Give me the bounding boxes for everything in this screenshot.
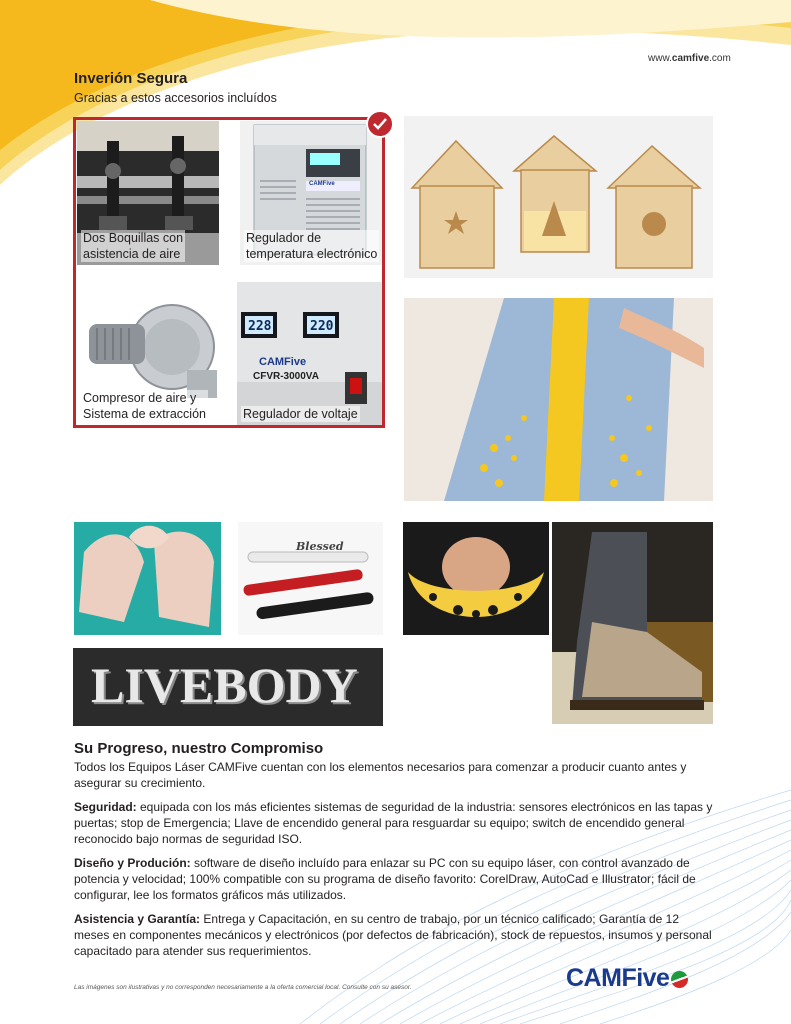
accessory-voltage-regulator — [237, 282, 382, 425]
camfive-logo[interactable]: CAMFive — [566, 964, 688, 993]
section-title: Inverión Segura — [74, 70, 188, 87]
check-icon — [366, 110, 394, 138]
commitment-security: Seguridad: equipada con los más eficientes sistemas de seguridad de la industria: sensores electrónicos en las tapas y puertas; stop de Emergencia; Llave de encendido general para resguardar su equipo; switch de encendido general reconocido bajo normas de seguridad ISO. — [74, 800, 713, 846]
regulator-photo — [237, 282, 382, 425]
bracelets-photo — [238, 522, 383, 635]
website-url[interactable]: www.camfive.com — [648, 53, 731, 64]
disclaimer: Las imágenes son ilustrativas y no corresponden necesariamente a la oferta comercial local. Consulte con su asesor. — [74, 984, 412, 991]
necklace-photo — [403, 522, 549, 635]
dress-photo — [404, 298, 713, 501]
commitment-warranty: Asistencia y Garantía: Entrega y Capacitación, en su centro de trabajo, por un técnico calificado; Garantía de 12 meses en componentes mecánicos y electrónicos (por defectos de fabricación), stock de repuestos, insumos y personal capacitado para atender sus requerimientos. — [74, 912, 712, 958]
wooden-houses-photo — [404, 116, 713, 278]
commitment-title: Su Progreso, nuestro Compromiso — [74, 740, 324, 757]
display-right: 220 — [310, 319, 334, 334]
sign-text: LIVEBODY — [91, 657, 358, 713]
commitment-design: Diseño y Produción: software de diseño incluído para enlazar su PC con su equipo láser, con control avanzado de potencia y velocidad; 100% compatible con su programa de diseño favorito: CorelDraw, AutoCad e Illustrator; fácil de configurar, lee los formatos gráficos más utilizados. — [74, 856, 696, 902]
regulator-model: CFVR-3000VA — [253, 371, 319, 382]
regulator-brand: CAMFive — [259, 356, 307, 368]
accessory-label: Dos Boquillas con asistencia de aire — [83, 231, 184, 261]
accessory-label: Regulador de voltaje — [243, 407, 358, 421]
commitment-intro: Todos los Equipos Láser CAMFive cuentan con los elementos necesarios para comenzar a producir cuanto antes y asegurar su crecimiento. — [74, 760, 687, 790]
globe-icon — [671, 971, 688, 988]
accessory-label: Compresor de aire y Sistema de extracción — [83, 391, 206, 421]
sign-photo — [73, 648, 383, 726]
accessory-label: Regulador de temperatura electrónico — [246, 231, 378, 261]
section-subtitle: Gracias a estos accesorios incluídos — [74, 91, 277, 105]
display-left: 228 — [248, 319, 272, 334]
chiller-brand: CAMFive — [309, 181, 335, 187]
accessory-compressor — [77, 282, 219, 425]
boot-photo — [552, 522, 713, 724]
shoe-parts-photo — [74, 522, 221, 635]
accessory-chiller — [240, 121, 382, 265]
accessory-nozzles — [77, 121, 219, 265]
bracelet-text: Blessed — [296, 540, 344, 553]
